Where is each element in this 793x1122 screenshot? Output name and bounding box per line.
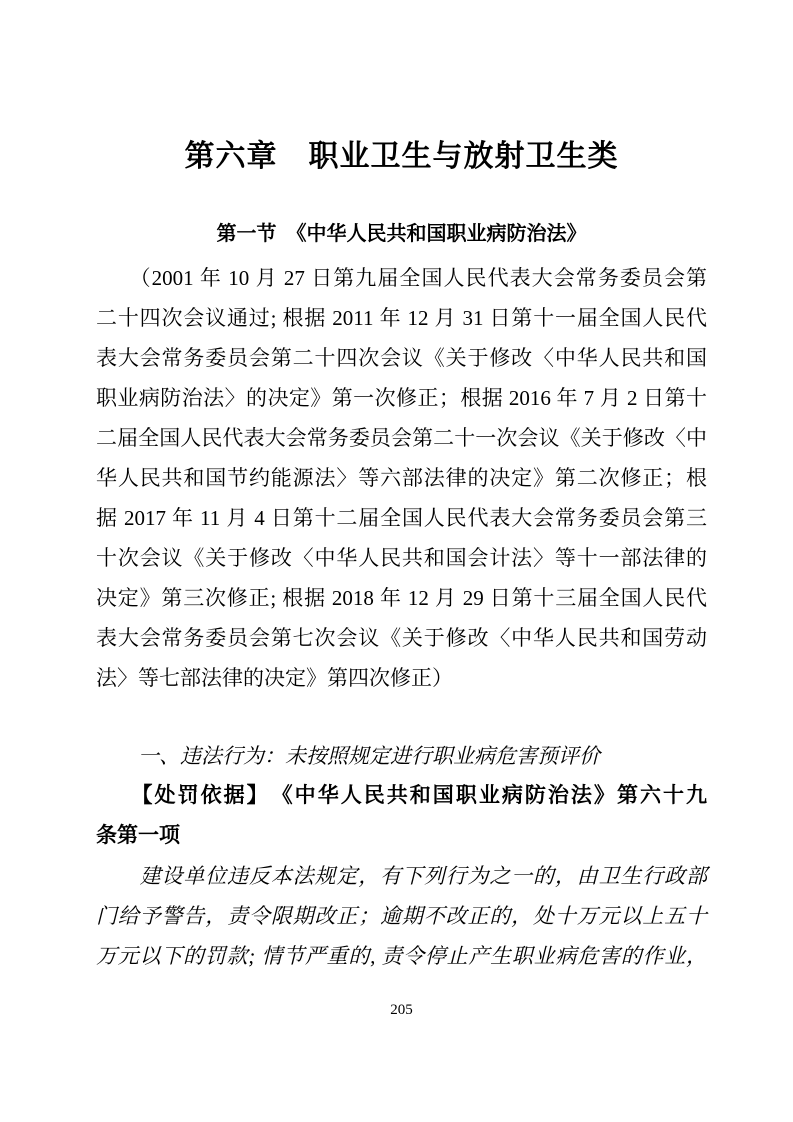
violation-heading: 一、违法行为：未按照规定进行职业病危害预评价 — [96, 744, 600, 768]
paragraph-line: 法〉等七部法律的决定》第四次修正） — [96, 666, 453, 690]
paragraph-line: 二届全国人民代表大会常务委员会第二十一次会议《关于修改〈中 — [96, 426, 707, 450]
legal-text-line: 门给予警告，责令限期改正；逾期不改正的，处十万元以上五十 — [96, 904, 707, 928]
paragraph-line: 决定》第三次修正; 根据 2018 年 12 月 29 日第十三届全国人民代 — [96, 586, 707, 610]
page-number: 205 — [390, 1002, 413, 1018]
penalty-basis-paragraph — [96, 776, 707, 856]
penalty-basis-line: 【处罚依据】 《中华人民共和国职业病防治法》第六十九 — [96, 784, 707, 807]
paragraph-line: 二十四次会议通过; 根据 2011 年 12 月 31 日第十一届全国人民代 — [96, 306, 707, 330]
paragraph-line: 十次会议《关于修改〈中华人民共和国会计法〉等十一部法律的 — [96, 546, 707, 570]
legal-text-line: 建设单位违反本法规定，有下列行为之一的，由卫生行政部 — [96, 864, 707, 888]
paragraph-line: 据 2017 年 11 月 4 日第十二届全国人民代表大会常务委员会第三 — [96, 506, 707, 530]
paragraph-line: 华人民共和国节约能源法〉等六部法律的决定》第二次修正；根 — [96, 466, 707, 490]
paragraph-line: 表大会常务委员会第二十四次会议《关于修改〈中华人民共和国 — [96, 346, 707, 370]
chapter-title: 第六章 职业卫生与放射卫生类 — [184, 140, 619, 173]
paragraph-line: （2001 年 10 月 27 日第九届全国人民代表大会常务委员会第 — [96, 266, 707, 290]
amendment-history-paragraph — [96, 258, 707, 698]
penalty-basis-line: 条第一项 — [96, 824, 180, 847]
section-title: 第一节 《中华人民共和国职业病防治法》 — [216, 223, 587, 245]
document-page — [96, 136, 707, 1020]
legal-provision-paragraph — [96, 856, 707, 976]
paragraph-line: 职业病防治法〉的决定》第一次修正；根据 2016 年 7 月 2 日第十 — [96, 386, 707, 410]
paragraph-line: 表大会常务委员会第七次会议《关于修改〈中华人民共和国劳动 — [96, 626, 707, 650]
legal-text-line: 万元以下的罚款; 情节严重的, 责令停止产生职业病危害的作业， — [96, 944, 707, 968]
